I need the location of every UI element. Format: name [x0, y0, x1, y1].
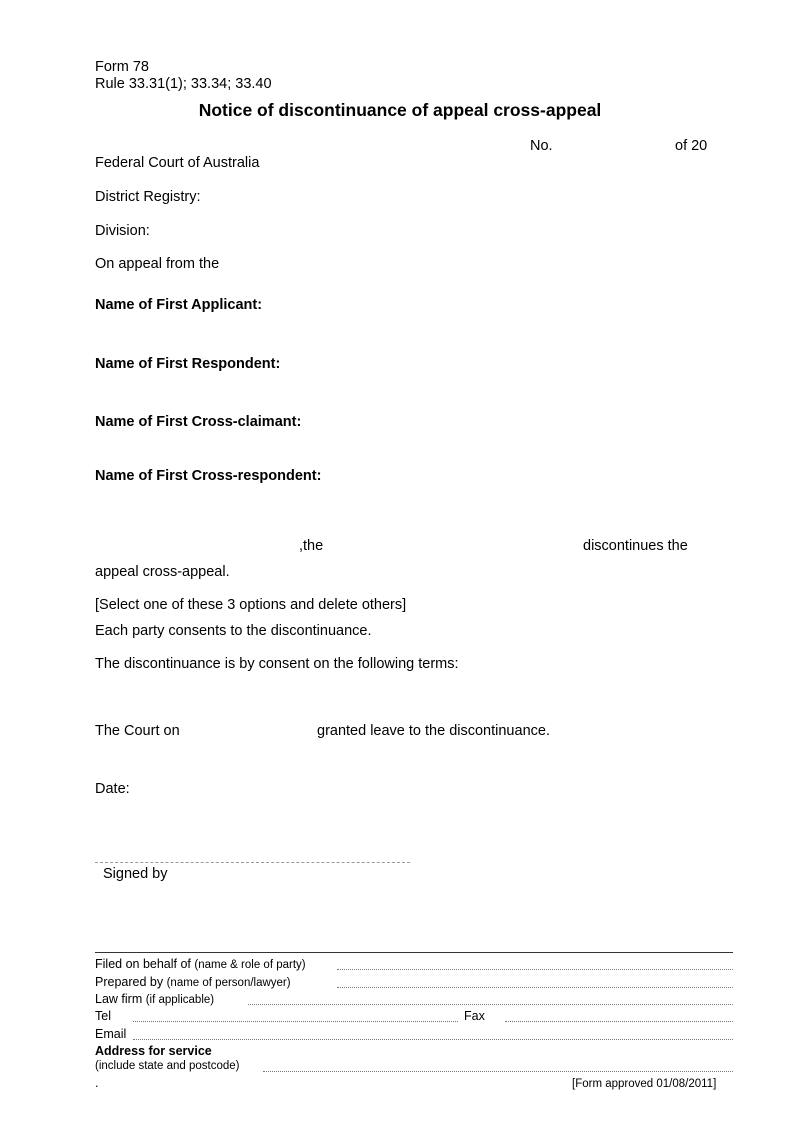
email-field[interactable] [133, 1039, 733, 1040]
prepared-by-hint: (name of person/lawyer) [166, 977, 291, 989]
signed-by-label: Signed by [103, 866, 168, 882]
court-on-label: The Court on [95, 723, 180, 739]
signature-line [95, 862, 410, 863]
option-terms: The discontinuance is by consent on the following terms: [95, 656, 459, 672]
the-text: ,the [299, 538, 324, 554]
first-respondent-label: Name of First Respondent: [95, 356, 281, 372]
discontinues-text: discontinues the [583, 538, 688, 554]
email-label: Email [95, 1027, 127, 1041]
select-options-note: [Select one of these 3 options and delete others] [95, 597, 407, 613]
tel-field[interactable] [133, 1021, 458, 1022]
filed-on-behalf-hint: (name & role of party) [194, 959, 306, 971]
tel-label: Tel [95, 1009, 111, 1023]
first-cross-respondent-label: Name of First Cross-respondent: [95, 468, 322, 484]
fax-label: Fax [464, 1009, 485, 1023]
address-hint: (include state and postcode) [95, 1060, 240, 1072]
address-for-service-label: Address for service [95, 1044, 212, 1058]
footer-divider [95, 952, 733, 953]
appeal-cross-appeal-text: appeal cross-appeal. [95, 564, 230, 580]
option-consent: Each party consents to the discontinuance. [95, 623, 372, 639]
date-label: Date: [95, 781, 130, 797]
law-firm-row [95, 991, 214, 1009]
first-cross-claimant-label: Name of First Cross-claimant: [95, 414, 302, 430]
division-label: Division: [95, 223, 150, 239]
page-title: Notice of discontinuance of appeal cross-appeal [198, 100, 602, 120]
form-approved-note: [Form approved 01/08/2011] [572, 1078, 717, 1090]
district-registry-label: District Registry: [95, 189, 201, 205]
law-firm-label: Law firm [95, 992, 143, 1006]
on-appeal-label: On appeal from the [95, 256, 220, 272]
prepared-by-row [95, 974, 291, 992]
address-field[interactable] [263, 1071, 733, 1072]
court-name: Federal Court of Australia [95, 155, 260, 171]
footer-dot: . [95, 1076, 99, 1090]
prepared-by-label: Prepared by [95, 975, 164, 989]
filed-on-behalf-label: Filed on behalf of [95, 957, 191, 971]
first-applicant-label: Name of First Applicant: [95, 297, 263, 313]
no-label: No. [530, 138, 553, 154]
law-firm-field[interactable] [248, 1004, 733, 1005]
rule-reference: Rule 33.31(1); 33.34; 33.40 [95, 76, 272, 92]
granted-leave-text: granted leave to the discontinuance. [317, 723, 550, 739]
of-year-label: of 20 [675, 138, 708, 154]
filed-on-behalf-row [95, 956, 306, 974]
law-firm-hint: (if applicable) [145, 994, 215, 1006]
filed-on-behalf-field[interactable] [337, 969, 733, 970]
fax-field[interactable] [505, 1021, 733, 1022]
prepared-by-field[interactable] [337, 987, 733, 988]
form-number: Form 78 [95, 59, 149, 75]
